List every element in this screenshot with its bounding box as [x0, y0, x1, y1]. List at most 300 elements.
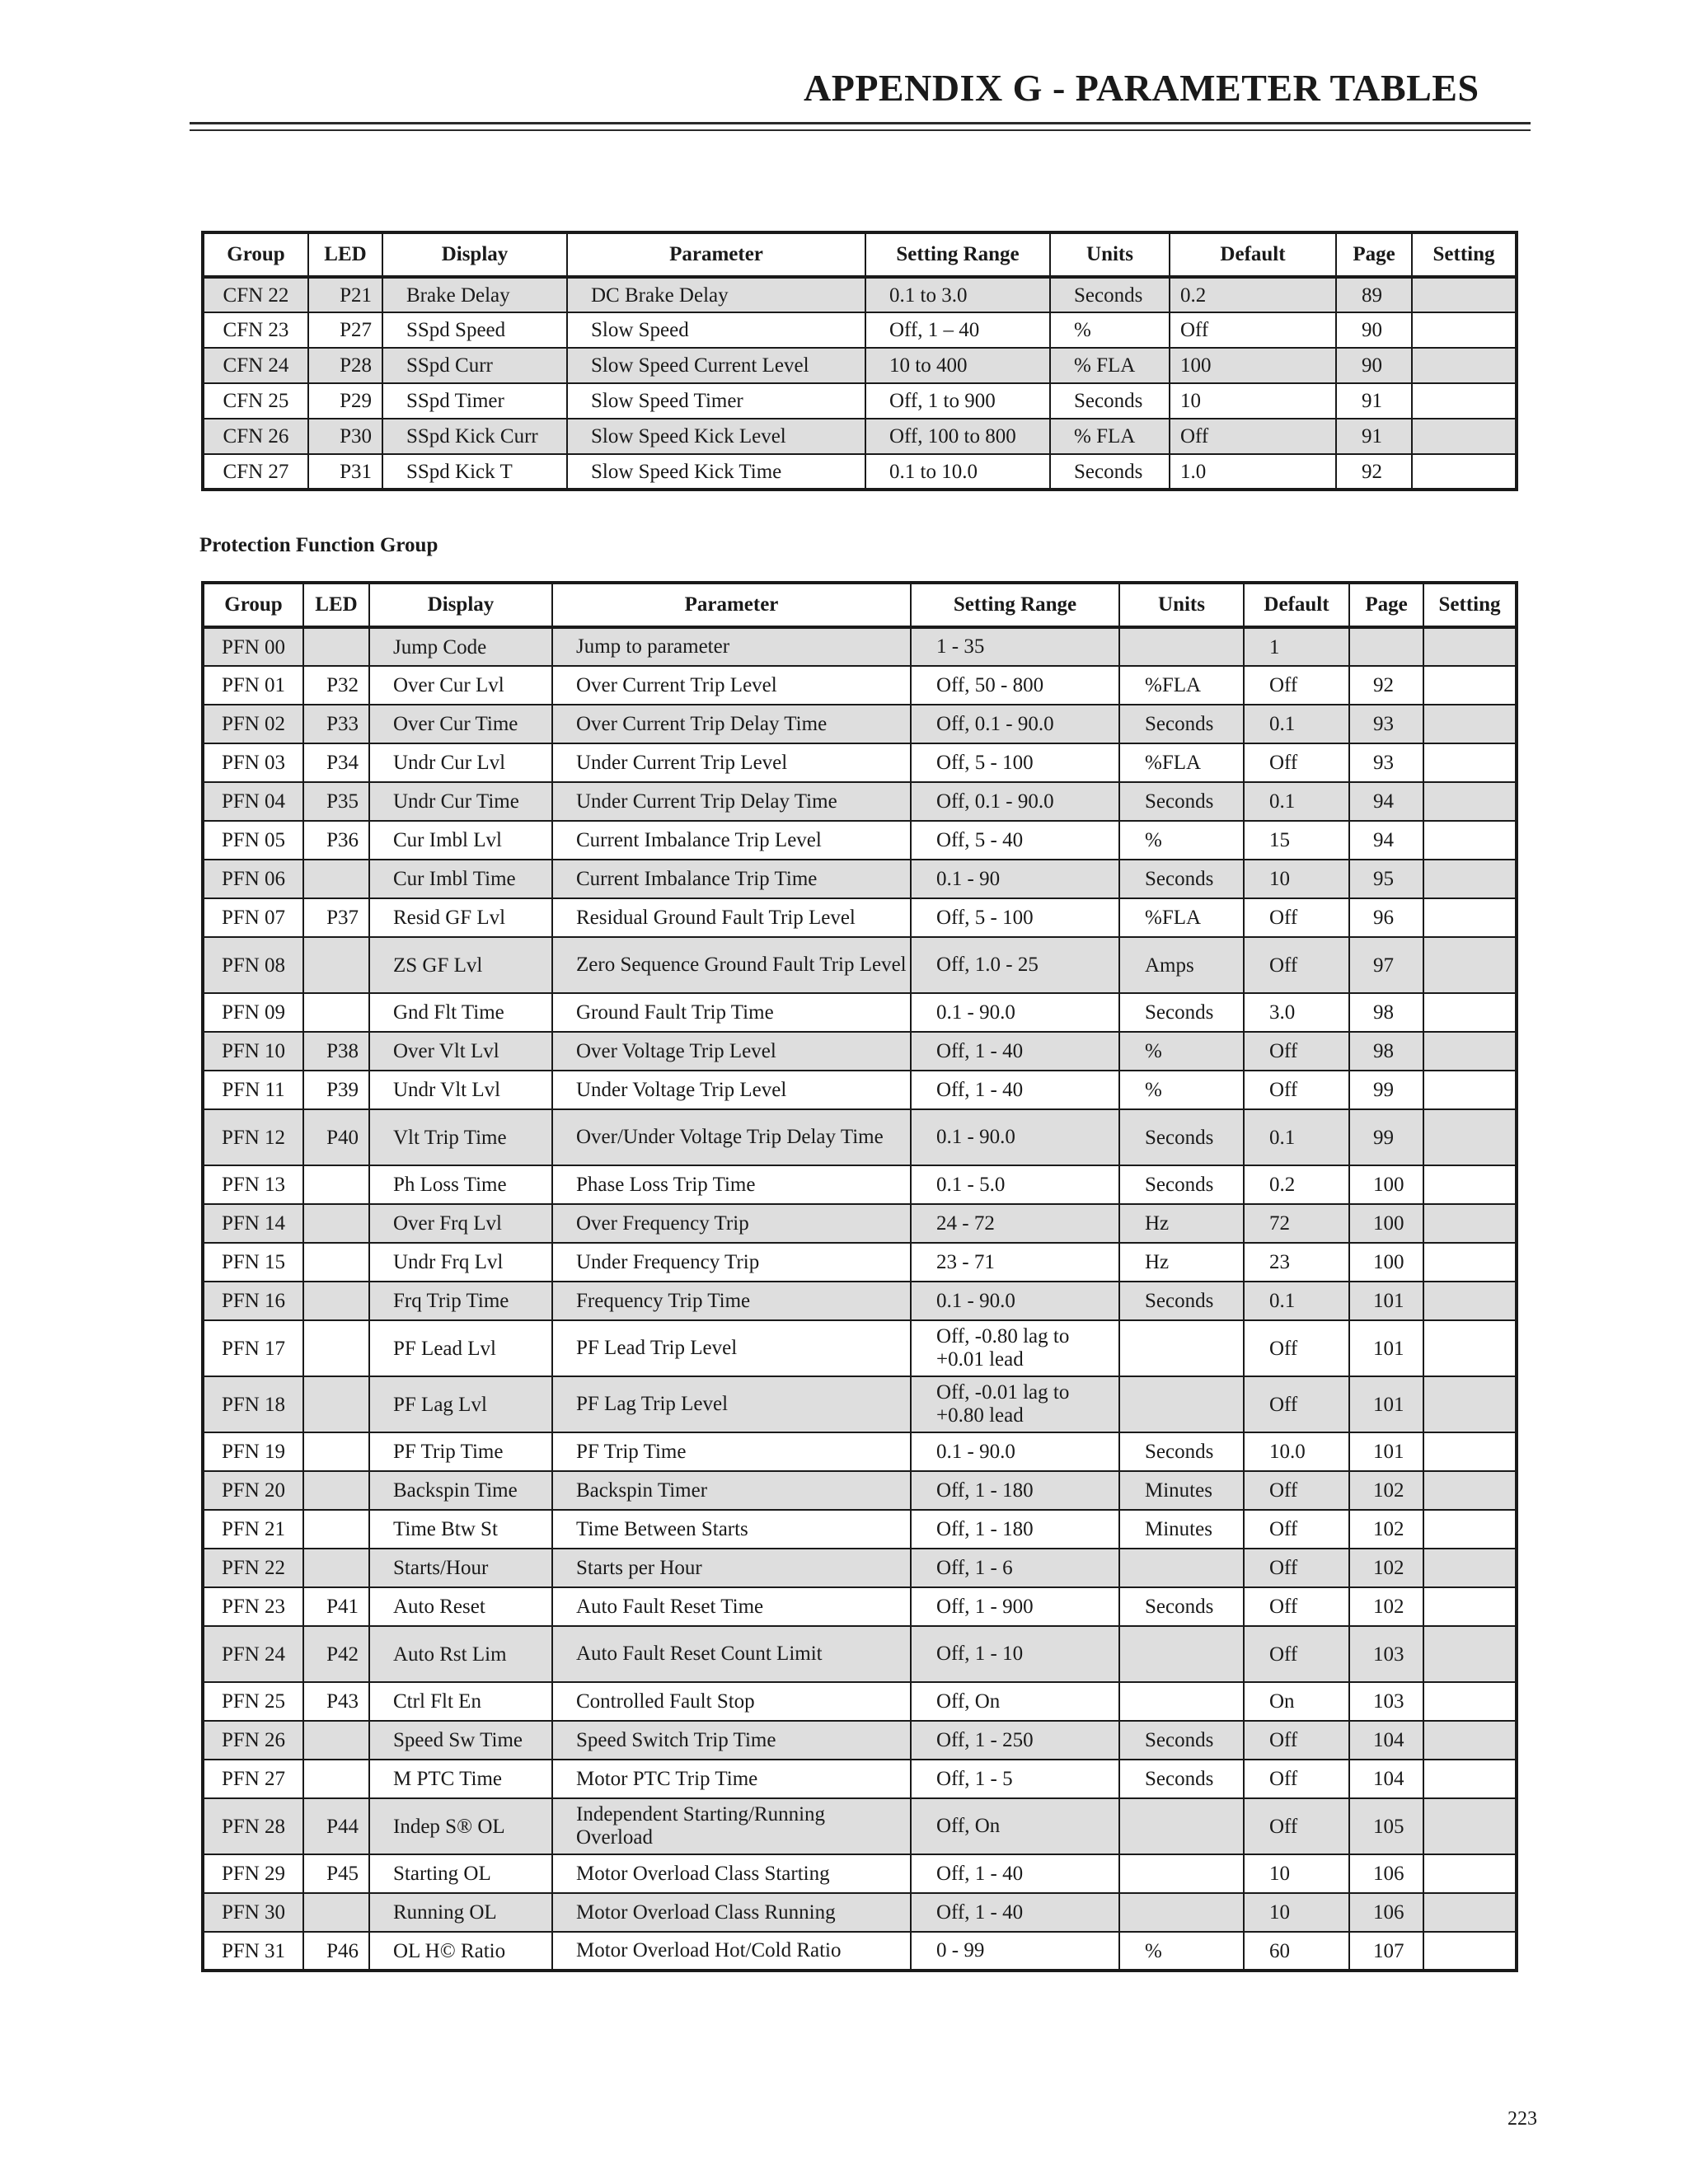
parameter-cell: Residual Ground Fault Trip Level — [552, 898, 911, 937]
default-cell: 23 — [1244, 1243, 1349, 1282]
led-cell: P44 — [303, 1798, 369, 1854]
units-cell: % — [1119, 821, 1244, 860]
parameter-cell: Over Current Trip Level — [552, 666, 911, 705]
group-cell: PFN 21 — [203, 1510, 303, 1549]
default-cell: Off — [1244, 1549, 1349, 1587]
setting-range-cell: Off, -0.01 lag to +0.80 lead — [911, 1376, 1119, 1432]
setting-cell[interactable] — [1423, 993, 1517, 1032]
display-cell: Indep S® OL — [369, 1798, 552, 1854]
setting-cell[interactable] — [1423, 1682, 1517, 1721]
table-row — [203, 454, 1517, 490]
page-cell: 89 — [1336, 277, 1412, 312]
page-cell: 107 — [1349, 1932, 1423, 1971]
led-cell: P43 — [303, 1682, 369, 1721]
setting-cell[interactable] — [1423, 1510, 1517, 1549]
led-cell — [303, 627, 369, 666]
units-cell — [1119, 1320, 1244, 1376]
led-cell — [303, 1282, 369, 1320]
table-row — [203, 1320, 1517, 1376]
setting-range-cell: Off, 50 - 800 — [911, 666, 1119, 705]
parameter-cell: Slow Speed Kick Time — [567, 454, 865, 490]
group-cell: PFN 23 — [203, 1587, 303, 1626]
default-cell: 0.2 — [1244, 1165, 1349, 1204]
page-cell: 93 — [1349, 743, 1423, 782]
default-cell: 1.0 — [1170, 454, 1336, 490]
group-cell: CFN 23 — [203, 312, 308, 348]
units-cell: % — [1119, 1932, 1244, 1971]
default-cell: Off — [1244, 1760, 1349, 1798]
setting-range-cell: Off, 100 to 800 — [865, 419, 1050, 454]
setting-range-cell: 0 - 99 — [911, 1932, 1119, 1971]
table-row — [203, 1109, 1517, 1165]
parameter-cell: Zero Sequence Ground Fault Trip Level — [552, 937, 911, 993]
group-cell: PFN 09 — [203, 993, 303, 1032]
setting-range-cell: 24 - 72 — [911, 1204, 1119, 1243]
default-cell: Off — [1244, 1320, 1349, 1376]
display-cell: Vlt Trip Time — [369, 1109, 552, 1165]
setting-range-cell: 10 to 400 — [865, 348, 1050, 383]
group-cell: PFN 05 — [203, 821, 303, 860]
led-cell — [303, 1471, 369, 1510]
setting-cell[interactable] — [1423, 1854, 1517, 1893]
display-cell: Over Frq Lvl — [369, 1204, 552, 1243]
setting-range-cell: Off, 1 - 180 — [911, 1471, 1119, 1510]
column-header-setting: Setting — [1412, 232, 1517, 277]
column-header-led: LED — [308, 232, 382, 277]
page-cell: 101 — [1349, 1320, 1423, 1376]
column-header-setting: Setting — [1423, 583, 1517, 627]
table-row — [203, 1071, 1517, 1109]
group-cell: PFN 27 — [203, 1760, 303, 1798]
table-row — [203, 821, 1517, 860]
column-header-setting-range: Setting Range — [865, 232, 1050, 277]
column-header-default: Default — [1244, 583, 1349, 627]
group-cell: PFN 13 — [203, 1165, 303, 1204]
default-cell: 15 — [1244, 821, 1349, 860]
setting-range-cell: Off, 1 - 6 — [911, 1549, 1119, 1587]
parameter-cell: Under Current Trip Level — [552, 743, 911, 782]
display-cell: OL H© Ratio — [369, 1932, 552, 1971]
setting-cell[interactable] — [1423, 705, 1517, 743]
units-cell: %FLA — [1119, 666, 1244, 705]
table-row — [203, 1204, 1517, 1243]
page-cell: 99 — [1349, 1071, 1423, 1109]
setting-range-cell: Off, 1 - 40 — [911, 1893, 1119, 1932]
setting-cell[interactable] — [1423, 1282, 1517, 1320]
setting-range-cell: 23 - 71 — [911, 1243, 1119, 1282]
setting-cell[interactable] — [1412, 312, 1517, 348]
display-cell: Running OL — [369, 1893, 552, 1932]
page-cell: 98 — [1349, 993, 1423, 1032]
parameter-cell: Slow Speed Kick Level — [567, 419, 865, 454]
default-cell: 3.0 — [1244, 993, 1349, 1032]
column-header-units: Units — [1050, 232, 1170, 277]
table-row — [203, 1893, 1517, 1932]
display-cell: Backspin Time — [369, 1471, 552, 1510]
table-row — [203, 993, 1517, 1032]
led-cell: P38 — [303, 1032, 369, 1071]
led-cell: P31 — [308, 454, 382, 490]
parameter-cell: Auto Fault Reset Time — [552, 1587, 911, 1626]
page-cell: 106 — [1349, 1854, 1423, 1893]
units-cell — [1119, 1798, 1244, 1854]
table-row — [203, 1282, 1517, 1320]
default-cell: On — [1244, 1682, 1349, 1721]
page-cell: 90 — [1336, 312, 1412, 348]
units-cell: Seconds — [1119, 782, 1244, 821]
table-row — [203, 782, 1517, 821]
page-cell: 103 — [1349, 1682, 1423, 1721]
column-header-display: Display — [369, 583, 552, 627]
group-cell: PFN 00 — [203, 627, 303, 666]
default-cell: 0.1 — [1244, 705, 1349, 743]
display-cell: SSpd Kick Curr — [382, 419, 567, 454]
default-cell: Off — [1244, 1032, 1349, 1071]
display-cell: Undr Frq Lvl — [369, 1243, 552, 1282]
setting-cell[interactable] — [1423, 821, 1517, 860]
group-cell: PFN 10 — [203, 1032, 303, 1071]
default-cell: Off — [1244, 1471, 1349, 1510]
setting-range-cell: 0.1 - 90.0 — [911, 1282, 1119, 1320]
column-header-parameter: Parameter — [552, 583, 911, 627]
parameter-cell: Frequency Trip Time — [552, 1282, 911, 1320]
setting-range-cell: Off, 5 - 100 — [911, 743, 1119, 782]
group-cell: PFN 14 — [203, 1204, 303, 1243]
table-row — [203, 1376, 1517, 1432]
group-cell: PFN 07 — [203, 898, 303, 937]
setting-cell[interactable] — [1423, 1932, 1517, 1971]
led-cell — [303, 1510, 369, 1549]
setting-range-cell: Off, On — [911, 1682, 1119, 1721]
units-cell: Seconds — [1119, 1109, 1244, 1165]
parameter-cell: Motor Overload Hot/Cold Ratio — [552, 1932, 911, 1971]
led-cell: P27 — [308, 312, 382, 348]
setting-cell[interactable] — [1423, 898, 1517, 937]
setting-cell[interactable] — [1423, 937, 1517, 993]
led-cell — [303, 1165, 369, 1204]
parameter-cell: Slow Speed Current Level — [567, 348, 865, 383]
display-cell: SSpd Speed — [382, 312, 567, 348]
setting-range-cell: Off, On — [911, 1798, 1119, 1854]
led-cell — [303, 860, 369, 898]
units-cell: Hz — [1119, 1204, 1244, 1243]
page-cell: 104 — [1349, 1760, 1423, 1798]
units-cell — [1119, 1854, 1244, 1893]
units-cell: Seconds — [1119, 1587, 1244, 1626]
units-cell — [1119, 1376, 1244, 1432]
default-cell: 10 — [1244, 1854, 1349, 1893]
column-header-page: Page — [1336, 232, 1412, 277]
display-cell: Brake Delay — [382, 277, 567, 312]
setting-cell[interactable] — [1423, 1071, 1517, 1109]
units-cell: Seconds — [1119, 1721, 1244, 1760]
units-cell: % — [1050, 312, 1170, 348]
page-number: 223 — [1507, 2108, 1537, 2130]
page-cell: 90 — [1336, 348, 1412, 383]
table-row — [203, 1798, 1517, 1854]
column-header-page: Page — [1349, 583, 1423, 627]
units-cell: % FLA — [1050, 419, 1170, 454]
setting-cell[interactable] — [1423, 743, 1517, 782]
group-cell: CFN 22 — [203, 277, 308, 312]
display-cell: M PTC Time — [369, 1760, 552, 1798]
default-cell: 60 — [1244, 1932, 1349, 1971]
led-cell: P29 — [308, 383, 382, 419]
page-cell: 100 — [1349, 1204, 1423, 1243]
units-cell: Seconds — [1119, 705, 1244, 743]
setting-range-cell: 0.1 - 90 — [911, 860, 1119, 898]
header-rule-bottom — [190, 129, 1531, 131]
setting-cell[interactable] — [1423, 1893, 1517, 1932]
parameter-cell: Motor Overload Class Starting — [552, 1854, 911, 1893]
setting-range-cell: Off, 1 - 5 — [911, 1760, 1119, 1798]
display-cell: SSpd Curr — [382, 348, 567, 383]
display-cell: ZS GF Lvl — [369, 937, 552, 993]
setting-cell[interactable] — [1423, 1109, 1517, 1165]
page-cell: 91 — [1336, 383, 1412, 419]
units-cell: Seconds — [1119, 1760, 1244, 1798]
setting-range-cell: Off, 1 - 40 — [911, 1071, 1119, 1109]
page-cell: 101 — [1349, 1432, 1423, 1471]
setting-cell[interactable] — [1423, 1165, 1517, 1204]
display-cell: Auto Rst Lim — [369, 1626, 552, 1682]
page-cell: 98 — [1349, 1032, 1423, 1071]
setting-cell[interactable] — [1423, 627, 1517, 666]
display-cell: Over Vlt Lvl — [369, 1032, 552, 1071]
cfn-parameter-table — [201, 231, 1518, 491]
setting-range-cell: Off, 1 - 10 — [911, 1626, 1119, 1682]
default-cell: 0.2 — [1170, 277, 1336, 312]
parameter-cell: Motor PTC Trip Time — [552, 1760, 911, 1798]
setting-cell[interactable] — [1423, 1760, 1517, 1798]
column-header-group: Group — [203, 583, 303, 627]
display-cell: Cur Imbl Time — [369, 860, 552, 898]
default-cell: Off — [1170, 312, 1336, 348]
setting-cell[interactable] — [1423, 860, 1517, 898]
units-cell: Seconds — [1119, 1165, 1244, 1204]
table-header-row — [203, 232, 1517, 277]
parameter-cell: Time Between Starts — [552, 1510, 911, 1549]
group-cell: PFN 28 — [203, 1798, 303, 1854]
units-cell: Seconds — [1050, 454, 1170, 490]
table-row — [203, 1549, 1517, 1587]
units-cell: Hz — [1119, 1243, 1244, 1282]
display-cell: Ctrl Flt En — [369, 1682, 552, 1721]
display-cell: Over Cur Time — [369, 705, 552, 743]
group-cell: PFN 19 — [203, 1432, 303, 1471]
column-header-setting-range: Setting Range — [911, 583, 1119, 627]
display-cell: Frq Trip Time — [369, 1282, 552, 1320]
setting-cell[interactable] — [1423, 666, 1517, 705]
led-cell — [303, 1243, 369, 1282]
default-cell: Off — [1244, 666, 1349, 705]
units-cell: Seconds — [1119, 860, 1244, 898]
led-cell — [303, 1376, 369, 1432]
display-cell: Speed Sw Time — [369, 1721, 552, 1760]
page-cell: 95 — [1349, 860, 1423, 898]
setting-range-cell: 0.1 - 90.0 — [911, 1109, 1119, 1165]
setting-range-cell: 0.1 - 5.0 — [911, 1165, 1119, 1204]
page-cell: 96 — [1349, 898, 1423, 937]
page-cell: 91 — [1336, 419, 1412, 454]
table-row — [203, 1510, 1517, 1549]
units-cell: %FLA — [1119, 898, 1244, 937]
display-cell: Undr Cur Time — [369, 782, 552, 821]
page-cell: 102 — [1349, 1549, 1423, 1587]
setting-cell[interactable] — [1412, 454, 1517, 490]
display-cell: Time Btw St — [369, 1510, 552, 1549]
parameter-cell: Phase Loss Trip Time — [552, 1165, 911, 1204]
setting-cell[interactable] — [1423, 1243, 1517, 1282]
table-row — [203, 1032, 1517, 1071]
default-cell: 10.0 — [1244, 1432, 1349, 1471]
table-row — [203, 705, 1517, 743]
page-cell: 93 — [1349, 705, 1423, 743]
page-cell: 94 — [1349, 821, 1423, 860]
display-cell: Undr Vlt Lvl — [369, 1071, 552, 1109]
table-row — [203, 898, 1517, 937]
page-cell: 97 — [1349, 937, 1423, 993]
parameter-cell: Over/Under Voltage Trip Delay Time — [552, 1109, 911, 1165]
column-header-display: Display — [382, 232, 567, 277]
page-cell: 103 — [1349, 1626, 1423, 1682]
setting-range-cell: Off, -0.80 lag to +0.01 lead — [911, 1320, 1119, 1376]
setting-cell[interactable] — [1423, 782, 1517, 821]
page-cell: 101 — [1349, 1282, 1423, 1320]
led-cell: P33 — [303, 705, 369, 743]
setting-cell[interactable] — [1423, 1432, 1517, 1471]
group-cell: PFN 12 — [203, 1109, 303, 1165]
setting-cell[interactable] — [1412, 383, 1517, 419]
table-row — [203, 419, 1517, 454]
setting-cell[interactable] — [1423, 1549, 1517, 1587]
display-cell: PF Lead Lvl — [369, 1320, 552, 1376]
units-cell — [1119, 1682, 1244, 1721]
setting-range-cell: 0.1 - 90.0 — [911, 1432, 1119, 1471]
led-cell: P37 — [303, 898, 369, 937]
page-cell: 99 — [1349, 1109, 1423, 1165]
setting-cell[interactable] — [1423, 1587, 1517, 1626]
display-cell: PF Lag Lvl — [369, 1376, 552, 1432]
display-cell: Jump Code — [369, 627, 552, 666]
cfn-table-body — [203, 277, 1517, 490]
page-cell: 100 — [1349, 1165, 1423, 1204]
setting-range-cell: 0.1 to 3.0 — [865, 277, 1050, 312]
table-row — [203, 1854, 1517, 1893]
units-cell: % — [1119, 1032, 1244, 1071]
parameter-cell: PF Lead Trip Level — [552, 1320, 911, 1376]
setting-range-cell: Off, 1 - 40 — [911, 1854, 1119, 1893]
setting-cell[interactable] — [1423, 1376, 1517, 1432]
table-row — [203, 1165, 1517, 1204]
setting-range-cell: Off, 1 - 40 — [911, 1032, 1119, 1071]
led-cell: P30 — [308, 419, 382, 454]
parameter-cell: Current Imbalance Trip Time — [552, 860, 911, 898]
default-cell: Off — [1244, 898, 1349, 937]
default-cell: Off — [1244, 1626, 1349, 1682]
setting-cell[interactable] — [1423, 1471, 1517, 1510]
column-header-default: Default — [1170, 232, 1336, 277]
table-row — [203, 860, 1517, 898]
table-row — [203, 348, 1517, 383]
setting-cell[interactable] — [1423, 1032, 1517, 1071]
column-header-led: LED — [303, 583, 369, 627]
setting-cell[interactable] — [1423, 1626, 1517, 1682]
group-cell: PFN 08 — [203, 937, 303, 993]
page-cell: 102 — [1349, 1587, 1423, 1626]
group-cell: PFN 04 — [203, 782, 303, 821]
table-row — [203, 312, 1517, 348]
parameter-cell: Over Current Trip Delay Time — [552, 705, 911, 743]
setting-cell[interactable] — [1423, 1320, 1517, 1376]
default-cell: 10 — [1244, 860, 1349, 898]
units-cell: % FLA — [1050, 348, 1170, 383]
group-cell: CFN 26 — [203, 419, 308, 454]
group-cell: PFN 26 — [203, 1721, 303, 1760]
group-cell: PFN 02 — [203, 705, 303, 743]
default-cell: Off — [1244, 1376, 1349, 1432]
default-cell: 72 — [1244, 1204, 1349, 1243]
display-cell: Cur Imbl Lvl — [369, 821, 552, 860]
led-cell — [303, 1320, 369, 1376]
setting-cell[interactable] — [1423, 1798, 1517, 1854]
setting-range-cell: Off, 5 - 100 — [911, 898, 1119, 937]
units-cell: Seconds — [1050, 383, 1170, 419]
led-cell: P32 — [303, 666, 369, 705]
pfn-parameter-table — [201, 581, 1518, 1972]
display-cell: SSpd Timer — [382, 383, 567, 419]
column-header-group: Group — [203, 232, 308, 277]
led-cell — [303, 1204, 369, 1243]
parameter-cell: Auto Fault Reset Count Limit — [552, 1626, 911, 1682]
led-cell: P34 — [303, 743, 369, 782]
group-cell: PFN 25 — [203, 1682, 303, 1721]
led-cell — [303, 1432, 369, 1471]
table-row — [203, 1932, 1517, 1971]
table-row — [203, 1721, 1517, 1760]
setting-cell[interactable] — [1423, 1204, 1517, 1243]
default-cell: Off — [1170, 419, 1336, 454]
parameter-cell: Motor Overload Class Running — [552, 1893, 911, 1932]
setting-cell[interactable] — [1423, 1721, 1517, 1760]
default-cell: Off — [1244, 1721, 1349, 1760]
setting-range-cell: Off, 0.1 - 90.0 — [911, 705, 1119, 743]
setting-cell[interactable] — [1412, 277, 1517, 312]
default-cell: Off — [1244, 1510, 1349, 1549]
units-cell — [1119, 1626, 1244, 1682]
default-cell: 0.1 — [1244, 1282, 1349, 1320]
page-cell: 94 — [1349, 782, 1423, 821]
group-cell: PFN 20 — [203, 1471, 303, 1510]
group-cell: PFN 30 — [203, 1893, 303, 1932]
column-header-units: Units — [1119, 583, 1244, 627]
setting-cell[interactable] — [1412, 419, 1517, 454]
setting-range-cell: Off, 5 - 40 — [911, 821, 1119, 860]
led-cell: P46 — [303, 1932, 369, 1971]
header-rule-top — [190, 122, 1531, 124]
setting-cell[interactable] — [1412, 348, 1517, 383]
display-cell: Starting OL — [369, 1854, 552, 1893]
table-row — [203, 666, 1517, 705]
table-row — [203, 937, 1517, 993]
group-cell: PFN 06 — [203, 860, 303, 898]
units-cell — [1119, 1549, 1244, 1587]
display-cell: Resid GF Lvl — [369, 898, 552, 937]
units-cell: %FLA — [1119, 743, 1244, 782]
parameter-cell: Over Frequency Trip — [552, 1204, 911, 1243]
led-cell: P36 — [303, 821, 369, 860]
units-cell: Seconds — [1119, 1282, 1244, 1320]
